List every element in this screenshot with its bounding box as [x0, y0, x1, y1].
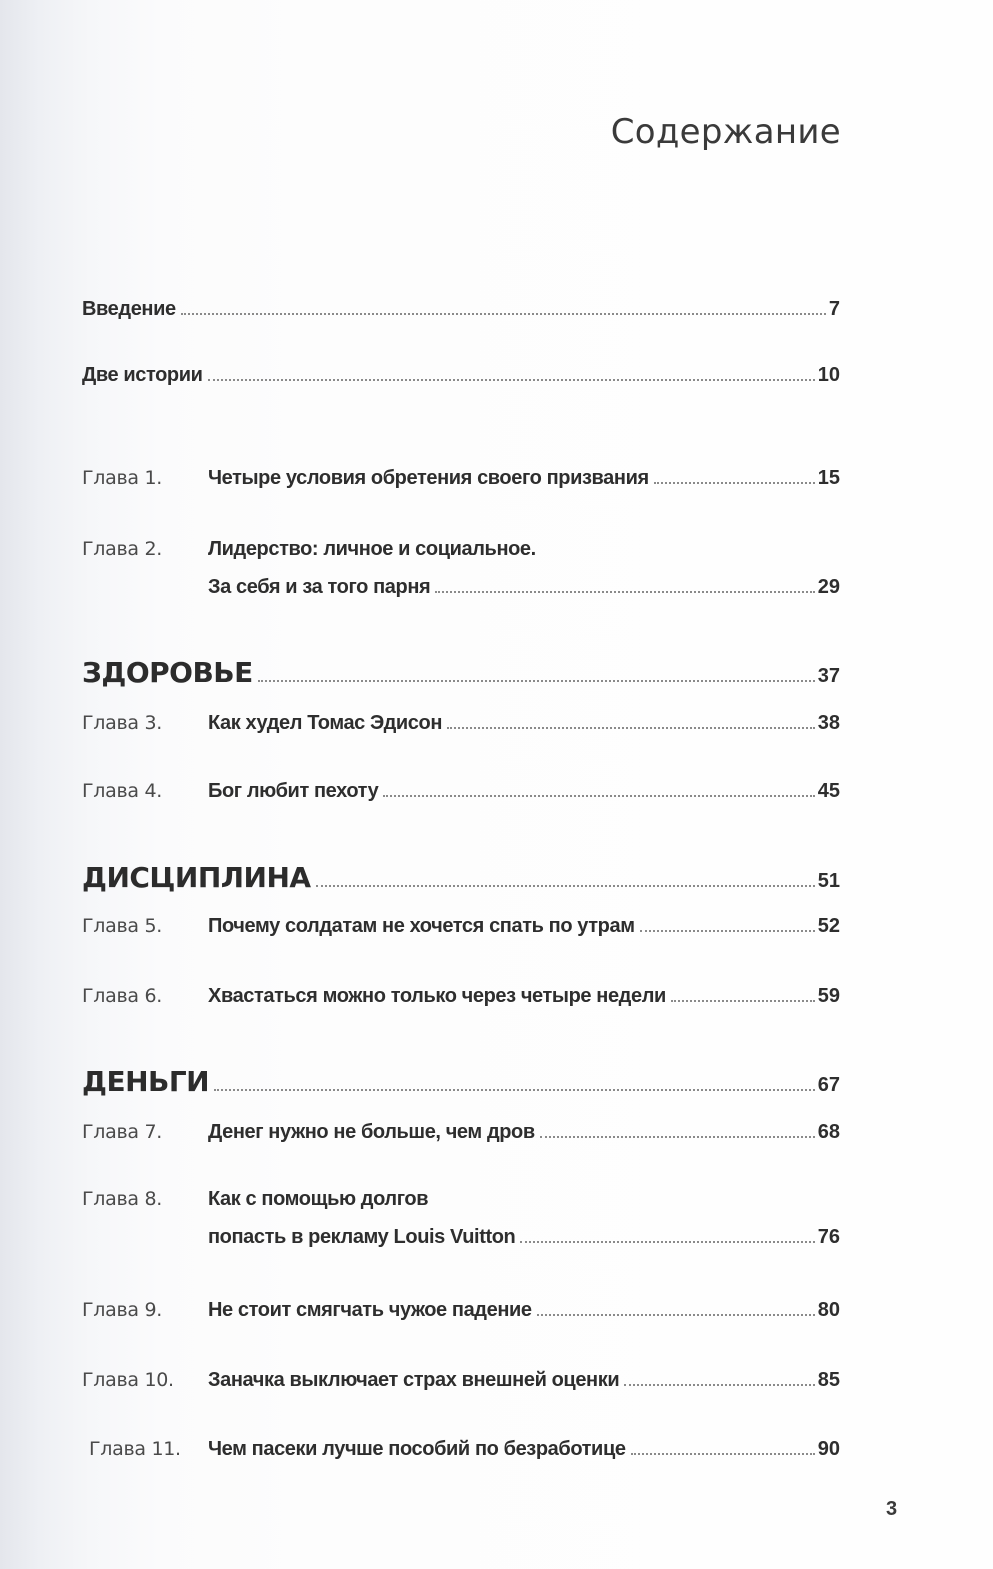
- page-title: Содержание: [610, 112, 841, 152]
- toc-entry-text: Чем пасеки лучше пособий по безработице: [208, 1438, 626, 1460]
- toc-entry-text-line2: За себя и за того парня: [208, 576, 431, 598]
- toc-page-number: 59: [817, 985, 840, 1007]
- toc-entry-chapter-5[interactable]: [82, 915, 840, 938]
- toc-entry-chapter-4[interactable]: [82, 780, 840, 803]
- toc-entry-text: Не стоит смягчать чужое падение: [208, 1299, 532, 1321]
- toc-section-health[interactable]: [82, 656, 840, 689]
- toc-entry-text-line1: Как с помощью долгов: [208, 1188, 429, 1210]
- toc-page-number: 85: [817, 1369, 840, 1391]
- toc-entry-text: Бог любит пехоту: [208, 780, 379, 802]
- dot-leader: [671, 1000, 815, 1002]
- section-heading: ЗДОРОВЬЕ: [82, 656, 253, 689]
- toc-entry-chapter-8[interactable]: [82, 1188, 840, 1249]
- chapter-label: Глава 6.: [82, 985, 162, 1007]
- chapter-label: Глава 7.: [82, 1121, 162, 1143]
- chapter-label: Глава 1.: [82, 467, 162, 489]
- chapter-label: Глава 2.: [82, 538, 162, 560]
- toc-entry-text-line2: попасть в рекламу Louis Vuitton: [208, 1226, 516, 1248]
- toc-page-number: 37: [817, 665, 840, 687]
- page-number: 3: [886, 1498, 898, 1520]
- toc-entry-chapter-1[interactable]: [82, 467, 840, 490]
- toc-entry-text: Как худел Томас Эдисон: [208, 712, 443, 734]
- toc-entry-text-line1: Лидерство: личное и социальное.: [208, 538, 536, 560]
- toc-entry-intro[interactable]: [82, 298, 840, 321]
- toc-section-discipline[interactable]: [82, 861, 840, 894]
- toc-page-number: 67: [817, 1074, 840, 1096]
- toc-entry-text: Две истории: [82, 364, 203, 386]
- toc-page-number: 29: [817, 576, 840, 598]
- chapter-label: Глава 10.: [82, 1369, 174, 1391]
- toc-page-number: 7: [828, 298, 840, 320]
- dot-leader: [181, 313, 826, 315]
- dot-leader: [631, 1453, 815, 1455]
- toc-section-money[interactable]: [82, 1065, 840, 1098]
- toc-page-number: 10: [817, 364, 840, 386]
- toc-entry-chapter-3[interactable]: [82, 712, 840, 735]
- dot-leader: [316, 885, 815, 887]
- section-heading: ДИСЦИПЛИНА: [82, 861, 311, 894]
- dot-leader: [435, 591, 814, 593]
- toc-entry-text: Хвастаться можно только через четыре недели: [208, 985, 666, 1007]
- toc-entry-two-stories[interactable]: [82, 364, 840, 387]
- dot-leader: [640, 930, 815, 932]
- dot-leader: [537, 1314, 815, 1316]
- toc-entry-chapter-7[interactable]: [82, 1121, 840, 1144]
- toc-entry-text: Четыре условия обретения своего призвания: [208, 467, 649, 489]
- dot-leader: [654, 482, 815, 484]
- chapter-label: Глава 5.: [82, 915, 162, 937]
- toc-entry-chapter-6[interactable]: [82, 985, 840, 1008]
- toc-entry-chapter-2[interactable]: [82, 538, 840, 599]
- toc-page-number: 51: [817, 870, 840, 892]
- chapter-label: Глава 11.: [89, 1438, 181, 1460]
- chapter-label: Глава 3.: [82, 712, 162, 734]
- toc-page-number: 52: [817, 915, 840, 937]
- toc-page-number: 15: [817, 467, 840, 489]
- toc-page-number: 76: [817, 1226, 840, 1248]
- toc-page-number: 45: [817, 780, 840, 802]
- dot-leader: [214, 1089, 815, 1091]
- toc-entry-chapter-10[interactable]: [82, 1369, 840, 1392]
- dot-leader: [208, 379, 815, 381]
- toc-entry-text: Заначка выключает страх внешней оценки: [208, 1369, 620, 1391]
- toc-entry-text: Почему солдатам не хочется спать по утрам: [208, 915, 635, 937]
- dot-leader: [520, 1241, 814, 1243]
- toc-page-number: 80: [817, 1299, 840, 1321]
- toc-entry-chapter-9[interactable]: [82, 1299, 840, 1322]
- dot-leader: [447, 727, 815, 729]
- toc-page-number: 38: [817, 712, 840, 734]
- toc-entry-chapter-11[interactable]: [89, 1438, 840, 1461]
- chapter-label: Глава 9.: [82, 1299, 162, 1321]
- chapter-label: Глава 4.: [82, 780, 162, 802]
- chapter-label: Глава 8.: [82, 1188, 162, 1210]
- section-heading: ДЕНЬГИ: [82, 1065, 210, 1098]
- dot-leader: [383, 795, 814, 797]
- toc-entry-text: Денег нужно не больше, чем дров: [208, 1121, 535, 1143]
- toc-entry-text: Введение: [82, 298, 176, 320]
- toc-page-number: 68: [817, 1121, 840, 1143]
- dot-leader: [624, 1384, 815, 1386]
- dot-leader: [258, 680, 815, 682]
- dot-leader: [540, 1136, 815, 1138]
- toc-page-number: 90: [817, 1438, 840, 1460]
